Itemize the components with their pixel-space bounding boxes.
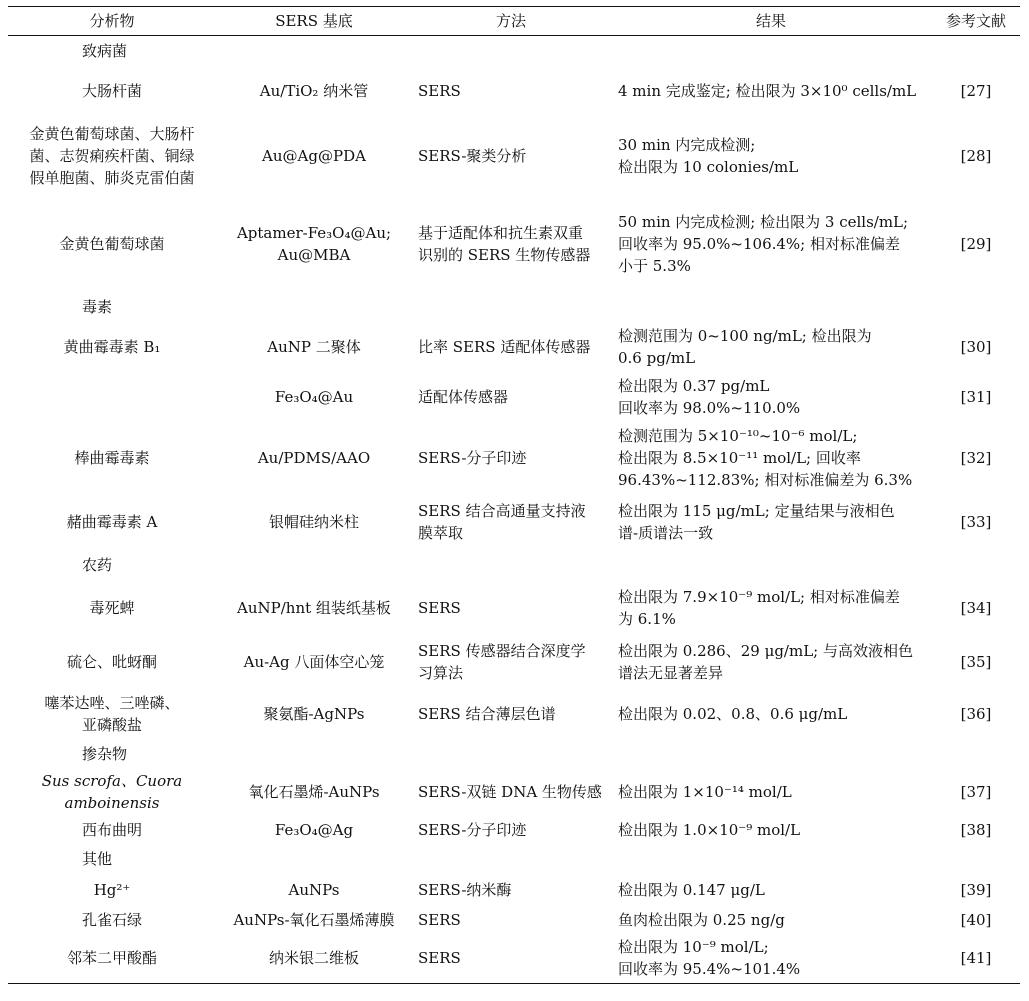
analyte-cell: Hg²⁺ — [93, 880, 131, 899]
analyte-cell: 棒曲霉毒素 — [74, 448, 150, 467]
category-toxin: 毒素 — [82, 297, 113, 316]
category-row — [8, 550, 1020, 580]
analyte-cell — [8, 372, 216, 422]
analyte-cell: 毒死蜱 — [89, 598, 135, 617]
result-cell: 检测范围为 5×10⁻¹⁰~10⁻⁶ mol/L; 检出限为 8.5×10⁻¹¹ mol/L; 回收率 96.43%~112.83%; 相对标准偏差为 6.3% — [618, 426, 913, 489]
method-cell: SERS — [418, 598, 461, 617]
category-row — [8, 844, 1020, 874]
analyte-cell: 邻苯二甲酸酯 — [8, 934, 216, 984]
reference-cell: [35] — [960, 652, 992, 671]
method-cell: SERS-纳米酶 — [418, 880, 512, 899]
result-cell: 4 min 完成鉴定; 检出限为 3×10⁰ cells/mL — [618, 81, 917, 100]
reference-cell: [31] — [960, 387, 992, 406]
table-row — [8, 422, 1020, 494]
reference-cell: [39] — [960, 880, 992, 899]
method-cell: SERS — [412, 934, 610, 984]
analyte-cell: 西布曲明 — [81, 820, 142, 839]
result-cell: 检出限为 7.9×10⁻⁹ mol/L; 相对标准偏差 为 6.1% — [618, 587, 900, 628]
reference-cell: [34] — [960, 598, 992, 617]
method-cell: SERS 结合薄层色谱 — [418, 704, 556, 723]
method-cell: 基于适配体和抗生素双重 识别的 SERS 生物传感器 — [418, 223, 591, 264]
table-row — [8, 116, 1020, 196]
substrate-cell: AuNP/hnt 组装纸基板 — [237, 598, 391, 617]
reference-cell: [33] — [960, 512, 992, 531]
reference-cell: [40] — [960, 910, 992, 929]
category-row — [8, 36, 1020, 66]
result-cell: 检出限为 0.286、29 μg/mL; 与高效液相色 谱法无显著差异 — [618, 641, 913, 682]
result-cell: 50 min 内完成检测; 检出限为 3 cells/mL; 回收率为 95.0%~106.4%; 相对标准偏差 小于 5.3% — [618, 212, 909, 275]
result-cell: 检出限为 0.02、0.8、0.6 μg/mL — [618, 704, 848, 723]
table-row — [8, 874, 1020, 906]
reference-cell: [38] — [960, 820, 992, 839]
result-cell: 30 min 内完成检测; 检出限为 10 colonies/mL — [618, 135, 799, 176]
analyte-cell: 硫仑、吡蚜酮 — [66, 652, 157, 671]
result-cell: 检出限为 0.37 pg/mL 回收率为 98.0%~110.0% — [618, 376, 801, 417]
result-cell: 检出限为 115 μg/mL; 定量结果与液相色 谱-质谱法一致 — [618, 501, 895, 542]
header-method: 方法 — [412, 7, 610, 36]
method-cell: SERS-分子印迹 — [418, 448, 527, 467]
table-row — [8, 688, 1020, 740]
category-row — [8, 292, 1020, 322]
method-cell: SERS — [418, 910, 461, 929]
reference-cell: [37] — [960, 782, 992, 801]
method-cell: 比率 SERS 适配体传感器 — [418, 337, 591, 356]
analyte-cell: 金黄色葡萄球菌、大肠杆 菌、志贺痢疾杆菌、铜绿 假单胞菌、肺炎克雷伯菌 — [29, 124, 195, 187]
substrate-cell: Au/TiO₂ 纳米管 — [259, 81, 369, 100]
category-adulterant: 掺杂物 — [82, 744, 128, 763]
reference-cell: [30] — [960, 337, 992, 356]
reference-cell: [28] — [960, 146, 992, 165]
substrate-cell: Fe₃O₄@Au — [274, 387, 354, 406]
substrate-cell: 银帽硅纳米柱 — [268, 512, 359, 531]
substrate-cell: 聚氨酯-AgNPs — [263, 704, 365, 723]
table-row — [8, 934, 1020, 984]
table-row — [8, 816, 1020, 844]
analyte-cell: 赭曲霉毒素 A — [66, 512, 158, 531]
header-substrate: SERS 基底 — [216, 7, 412, 36]
method-cell: SERS — [418, 81, 461, 100]
analyte-cell: 黄曲霉毒素 B₁ — [63, 337, 161, 356]
table-row — [8, 906, 1020, 934]
header-reference: 参考文献 — [932, 7, 1020, 36]
table-row — [8, 580, 1020, 636]
analyte-cell: 噻苯达唑、三唑磷、 亚磷酸盐 — [44, 693, 180, 734]
substrate-cell: AuNP 二聚体 — [267, 337, 361, 356]
substrate-cell: 纳米银二维板 — [216, 934, 412, 984]
category-pathogen: 致病菌 — [82, 41, 128, 60]
reference-cell: [27] — [960, 81, 992, 100]
sers-applications-table — [8, 6, 1020, 984]
method-cell: SERS-聚类分析 — [418, 146, 527, 165]
table-row — [8, 372, 1020, 422]
header-result: 结果 — [610, 7, 932, 36]
result-cell: 鱼肉检出限为 0.25 ng/g — [618, 910, 785, 929]
table-row — [8, 494, 1020, 550]
category-other: 其他 — [82, 849, 113, 868]
table-header-row — [8, 7, 1020, 36]
table-row — [8, 636, 1020, 688]
substrate-cell: AuNPs — [288, 880, 340, 899]
reference-cell: [41] — [932, 934, 1020, 984]
reference-cell: [32] — [960, 448, 992, 467]
result-cell: 检出限为 1.0×10⁻⁹ mol/L — [618, 820, 801, 839]
category-row — [8, 740, 1020, 768]
substrate-cell: Au-Ag 八面体空心笼 — [243, 652, 385, 671]
sers-applications-table-page — [8, 6, 1020, 984]
analyte-cell: Sus scrofa、Cuora amboinensis — [41, 771, 183, 812]
substrate-cell: AuNPs-氧化石墨烯薄膜 — [233, 910, 395, 929]
result-cell: 检出限为 0.147 μg/L — [618, 880, 765, 899]
table-row — [8, 768, 1020, 816]
method-cell: SERS 传感器结合深度学 习算法 — [418, 641, 586, 682]
category-pesticide: 农药 — [82, 555, 113, 574]
result-cell: 检测范围为 0~100 ng/mL; 检出限为 0.6 pg/mL — [618, 326, 872, 367]
table-row — [8, 196, 1020, 292]
header-analyte: 分析物 — [8, 7, 216, 36]
result-cell: 检出限为 10⁻⁹ mol/L; 回收率为 95.4%~101.4% — [610, 934, 932, 984]
analyte-cell: 金黄色葡萄球菌 — [59, 234, 165, 253]
table-row — [8, 66, 1020, 116]
analyte-cell: 大肠杆菌 — [81, 81, 142, 100]
substrate-cell: 氧化石墨烯-AuNPs — [248, 782, 380, 801]
table-row — [8, 322, 1020, 372]
substrate-cell: Au@Ag@PDA — [262, 146, 366, 165]
method-cell: 适配体传感器 — [418, 387, 509, 406]
method-cell: SERS-分子印迹 — [418, 820, 527, 839]
analyte-cell: 孔雀石绿 — [81, 910, 142, 929]
result-cell: 检出限为 1×10⁻¹⁴ mol/L — [618, 782, 792, 801]
substrate-cell: Fe₃O₄@Ag — [274, 820, 354, 839]
reference-cell: [29] — [960, 234, 992, 253]
substrate-cell: Aptamer-Fe₃O₄@Au; Au@MBA — [236, 223, 392, 264]
substrate-cell: Au/PDMS/AAO — [257, 448, 371, 467]
method-cell: SERS-双链 DNA 生物传感 — [418, 782, 602, 801]
method-cell: SERS 结合高通量支持液 膜萃取 — [418, 501, 586, 542]
reference-cell: [36] — [960, 704, 992, 723]
